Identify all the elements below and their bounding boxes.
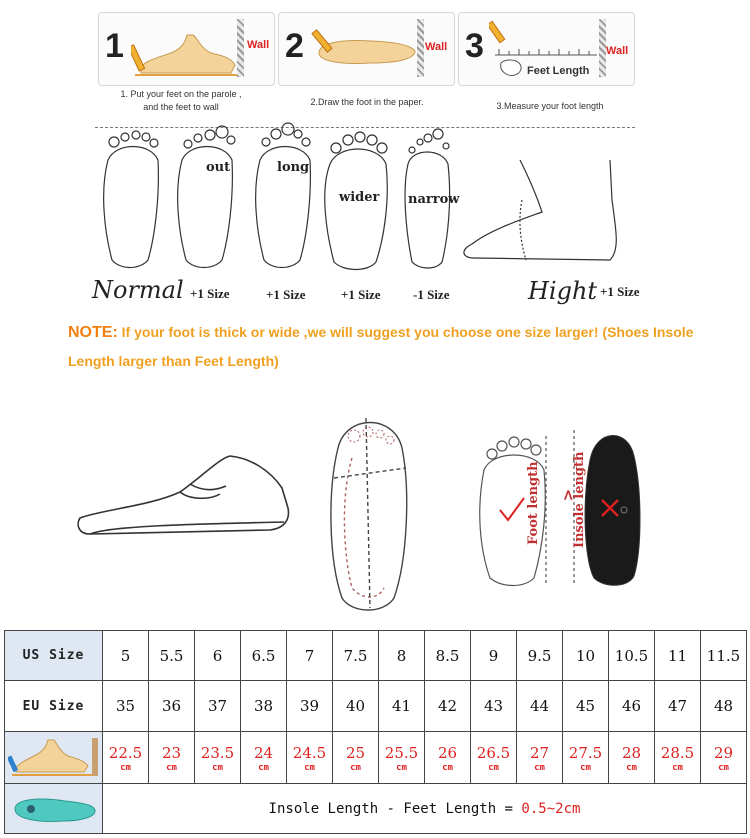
cm-value: 25 <box>345 743 366 762</box>
eu-size-cell: 41 <box>379 681 425 732</box>
cm-value: 24 <box>253 743 274 762</box>
cm-cell <box>655 732 701 784</box>
cm-cell <box>333 732 379 784</box>
insole-rule-range: 0.5~2cm <box>521 800 581 817</box>
foot-type-long-label: long <box>277 160 310 175</box>
wall-label: Wall <box>425 41 448 53</box>
size-adjust-label: +1 Size <box>341 287 381 302</box>
eu-size-cell: 42 <box>425 681 471 732</box>
cm-unit: cm <box>396 762 407 773</box>
cm-unit: cm <box>304 762 315 773</box>
cm-unit: cm <box>212 762 223 773</box>
size-adjust-label: +1 Size <box>190 286 230 301</box>
size-note <box>68 318 708 375</box>
cm-cell <box>195 732 241 784</box>
foot-type-out-label: out <box>206 160 231 175</box>
cm-unit: cm <box>488 762 499 773</box>
step-3-number: 3 <box>465 27 484 65</box>
size-chart-table <box>4 630 747 834</box>
us-size-cell: 8 <box>379 631 425 681</box>
eu-size-cell: 39 <box>287 681 333 732</box>
insole-rule-cell <box>103 784 747 834</box>
cm-value: 26 <box>437 743 458 762</box>
foot-side-icon <box>131 27 251 79</box>
cm-value: 27.5 <box>568 743 603 762</box>
eu-size-header: EU Size <box>5 681 103 732</box>
cm-cell <box>609 732 655 784</box>
cm-cell <box>241 732 287 784</box>
eu-size-cell: 35 <box>103 681 149 732</box>
cm-cell <box>563 732 609 784</box>
us-size-cell: 5 <box>103 631 149 681</box>
cm-unit: cm <box>580 762 591 773</box>
step-1-caption-line2: and the feet to wall <box>143 102 219 112</box>
foot-type-wider-label: wider <box>339 190 380 205</box>
insole-outline-illustration <box>318 408 418 618</box>
cm-unit: cm <box>350 762 361 773</box>
table-row-eu <box>5 681 747 732</box>
eu-size-cell: 44 <box>517 681 563 732</box>
us-size-cell: 11.5 <box>701 631 747 681</box>
wall-label: Wall <box>247 39 270 51</box>
us-size-cell: 7 <box>287 631 333 681</box>
insole-icon-cell <box>5 784 103 834</box>
eu-size-cell: 46 <box>609 681 655 732</box>
us-size-cell: 11 <box>655 631 701 681</box>
us-size-cell: 6 <box>195 631 241 681</box>
cm-value: 23.5 <box>200 743 235 762</box>
foot-type-narrow-label: narrow <box>408 192 460 207</box>
cm-value: 28.5 <box>660 743 695 762</box>
step-1-number: 1 <box>105 27 124 65</box>
size-adjust-label: -1 Size <box>413 287 450 302</box>
table-row-cm <box>5 732 747 784</box>
us-size-cell: 6.5 <box>241 631 287 681</box>
cm-unit: cm <box>534 762 545 773</box>
cm-cell <box>471 732 517 784</box>
eu-size-cell: 48 <box>701 681 747 732</box>
eu-size-cell: 45 <box>563 681 609 732</box>
wall-graphic <box>417 19 424 77</box>
us-size-cell: 8.5 <box>425 631 471 681</box>
step-2-panel <box>278 12 455 86</box>
cm-unit: cm <box>120 762 131 773</box>
us-size-cell: 7.5 <box>333 631 379 681</box>
cm-value: 27 <box>529 743 550 762</box>
wall-label: Wall <box>606 45 629 57</box>
shoe-illustration <box>70 448 300 548</box>
us-size-cell: 9.5 <box>517 631 563 681</box>
eu-size-cell: 40 <box>333 681 379 732</box>
cm-unit: cm <box>442 762 453 773</box>
foot-top-icon <box>311 27 421 77</box>
cm-cell <box>517 732 563 784</box>
step-2-caption: 2.Draw the foot in the paper. <box>310 97 424 107</box>
cm-value: 26.5 <box>476 743 511 762</box>
us-size-header: US Size <box>5 631 103 681</box>
eu-size-cell: 36 <box>149 681 195 732</box>
note-key: NOTE: <box>68 324 118 341</box>
cm-cell <box>103 732 149 784</box>
cm-value: 29 <box>713 743 734 762</box>
eu-size-cell: 37 <box>195 681 241 732</box>
step-3-panel <box>458 12 635 86</box>
insole-length-label: Insole length <box>572 451 587 548</box>
cm-cell <box>287 732 333 784</box>
us-size-cell: 10 <box>563 631 609 681</box>
step-1-caption <box>106 88 256 114</box>
eu-size-cell: 47 <box>655 681 701 732</box>
us-size-cell: 9 <box>471 631 517 681</box>
cm-value: 23 <box>161 743 182 762</box>
us-size-cell: 5.5 <box>149 631 195 681</box>
cm-unit: cm <box>258 762 269 773</box>
eu-size-cell: 43 <box>471 681 517 732</box>
wall-graphic <box>237 19 244 77</box>
cm-value: 22.5 <box>108 743 143 762</box>
step-3-caption: 3.Measure your foot length <box>496 101 604 111</box>
foot-type-hight-label: Hight <box>528 277 598 305</box>
cm-cell <box>149 732 195 784</box>
wall-graphic <box>599 19 606 77</box>
us-size-cell: 10.5 <box>609 631 655 681</box>
cm-unit: cm <box>626 762 637 773</box>
cm-unit: cm <box>718 762 729 773</box>
foot-length-label: Foot length <box>526 461 541 545</box>
insole-icon <box>9 793 99 825</box>
feet-length-label: Feet Length <box>527 65 590 77</box>
cm-unit: cm <box>672 762 683 773</box>
cm-cell <box>379 732 425 784</box>
foot-length-icon-cell <box>5 732 103 784</box>
less-than-sign: < <box>559 488 578 502</box>
step-1-caption-line1: 1. Put your feet on the parole , <box>120 89 242 99</box>
cm-cell <box>701 732 747 784</box>
table-row-us <box>5 631 747 681</box>
foot-type-normal-label: Normal <box>92 276 184 304</box>
foot-vs-insole-illustration <box>470 420 650 590</box>
size-adjust-label: +1 Size <box>266 287 306 302</box>
eu-size-cell: 38 <box>241 681 287 732</box>
step-1-panel <box>98 12 275 86</box>
step-2-number: 2 <box>285 27 304 65</box>
cm-value: 24.5 <box>292 743 327 762</box>
size-adjust-label: +1 Size <box>600 284 640 299</box>
note-text: If your foot is thick or wide ,we will suggest you choose one size larger! (Shoes Insole Length larger than Feet Length) <box>68 324 694 369</box>
cm-value: 25.5 <box>384 743 419 762</box>
cm-cell <box>425 732 471 784</box>
insole-rule-prefix: Insole Length - Feet Length = <box>268 800 522 817</box>
table-row-insole <box>5 784 747 834</box>
foot-measure-icon <box>8 736 100 780</box>
cm-value: 28 <box>621 743 642 762</box>
cm-unit: cm <box>166 762 177 773</box>
